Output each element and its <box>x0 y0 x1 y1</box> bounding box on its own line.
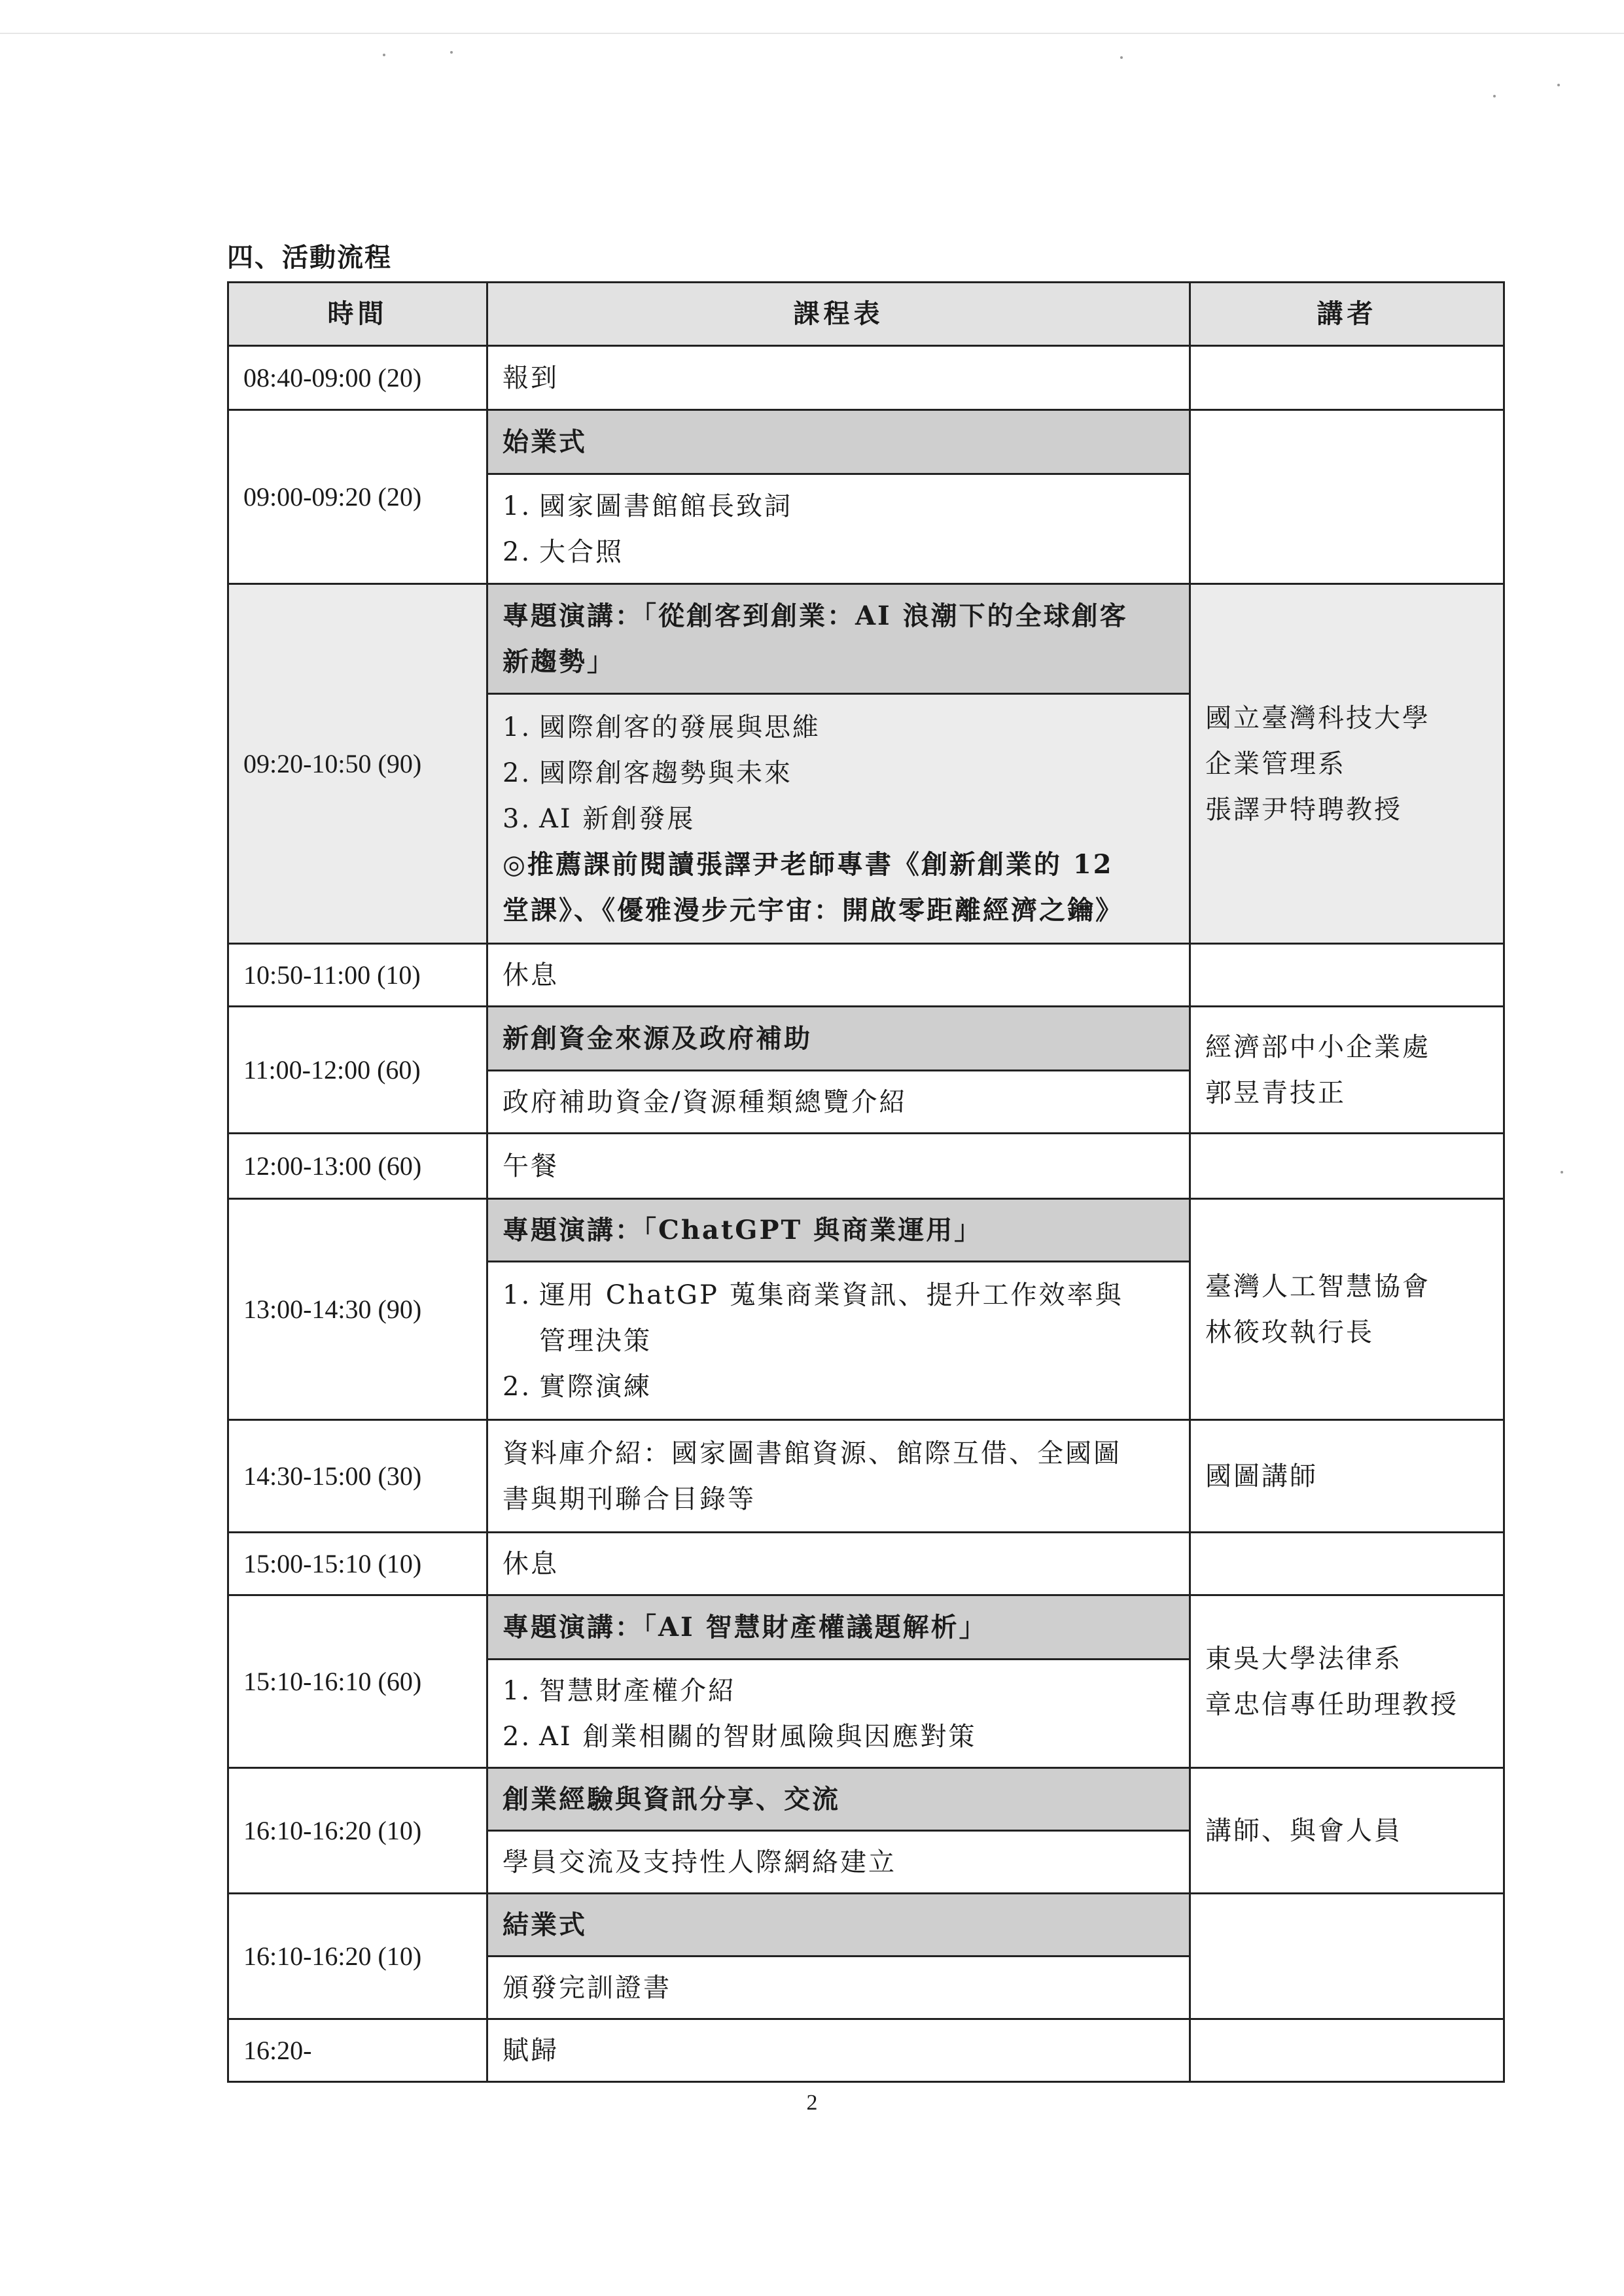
session-items <box>487 1660 1190 1768</box>
speaker-cell: 經濟部中小企業處 郭昱青技正 <box>1190 1007 1504 1134</box>
time-cell: 16:10-16:20 (10) <box>228 1768 487 1894</box>
time-cell: 14:30-15:00 (30) <box>228 1420 487 1533</box>
speaker-cell: 國立臺灣科技大學 企業管理系 張譯尹特聘教授 <box>1190 584 1504 944</box>
speaker-cell: 講師、與會人員 <box>1190 1768 1504 1894</box>
course-cell: 資料庫介紹：國家圖書館資源、館際互借、全國圖 書與期刊聯合目錄等 <box>487 1420 1190 1533</box>
table-row <box>228 410 1504 474</box>
scan-edge-line <box>0 33 1624 34</box>
table-row <box>228 1420 1504 1533</box>
time-cell: 15:10-16:10 (60) <box>228 1595 487 1768</box>
table-row <box>228 1199 1504 1262</box>
list-item: 1. 智慧財產權介紹 <box>503 1675 736 1706</box>
section-title: 四、活動流程 <box>227 242 392 273</box>
list-item: 3. AI 新創發展 <box>503 803 696 834</box>
speaker-cell <box>1190 346 1504 410</box>
list-item: 2. 實際演練 <box>503 1371 652 1402</box>
list-item: 1. 國際創客的發展與思維 <box>503 712 821 742</box>
time-cell: 16:20- <box>228 2019 487 2082</box>
table-row <box>228 584 1504 694</box>
table-row <box>228 1894 1504 1957</box>
list-item: 1. 國家圖書館館長致詞 <box>503 491 792 521</box>
table-row <box>228 1007 1504 1071</box>
time-cell: 12:00-13:00 (60) <box>228 1134 487 1199</box>
table-row <box>228 1768 1504 1831</box>
time-cell: 15:00-15:10 (10) <box>228 1533 487 1595</box>
list-item: 1. 運用 ChatGP 蒐集商業資訊、提升工作效率與 <box>503 1279 1123 1310</box>
course-cell: 賦歸 <box>487 2019 1190 2082</box>
list-item: 2. AI 創業相關的智財風險與因應對策 <box>503 1721 977 1752</box>
session-title: 始業式 <box>487 410 1190 474</box>
session-detail: 學員交流及支持性人際網絡建立 <box>487 1831 1190 1894</box>
speaker-cell: 國圖講師 <box>1190 1420 1504 1533</box>
table-row <box>228 2019 1504 2082</box>
session-items <box>487 474 1190 584</box>
scan-speck <box>1561 1171 1563 1174</box>
time-cell: 08:40-09:00 (20) <box>228 346 487 410</box>
course-cell: 報到 <box>487 346 1190 410</box>
list-item: 2. 大合照 <box>503 536 624 567</box>
time-cell: 11:00-12:00 (60) <box>228 1007 487 1134</box>
session-title: 專題演講：「AI 智慧財產權議題解析」 <box>487 1595 1190 1660</box>
scan-speck <box>1120 56 1123 59</box>
speaker-cell: 臺灣人工智慧協會 林筱玫執行長 <box>1190 1199 1504 1420</box>
table-row <box>228 346 1504 410</box>
header-speaker: 講者 <box>1190 283 1504 346</box>
header-row <box>228 283 1504 346</box>
header-time: 時間 <box>228 283 487 346</box>
scan-speck <box>450 51 453 54</box>
table-row <box>228 944 1504 1007</box>
session-title: 結業式 <box>487 1894 1190 1957</box>
list-item: 2. 國際創客趨勢與未來 <box>503 757 792 788</box>
speaker-cell <box>1190 410 1504 584</box>
course-cell: 休息 <box>487 1533 1190 1595</box>
table-row <box>228 1595 1504 1660</box>
page-number: 2 <box>806 2091 818 2115</box>
time-cell: 13:00-14:30 (90) <box>228 1199 487 1420</box>
speaker-cell <box>1190 944 1504 1007</box>
session-detail: 政府補助資金/資源種類總覽介紹 <box>487 1071 1190 1134</box>
session-title: 專題演講：「從創客到創業：AI 浪潮下的全球創客 新趨勢」 <box>487 584 1190 694</box>
time-cell: 09:00-09:20 (20) <box>228 410 487 584</box>
session-title: 創業經驗與資訊分享、交流 <box>487 1768 1190 1831</box>
speaker-cell <box>1190 1894 1504 2019</box>
time-cell: 10:50-11:00 (10) <box>228 944 487 1007</box>
session-title: 新創資金來源及政府補助 <box>487 1007 1190 1071</box>
schedule-table <box>227 281 1505 2083</box>
course-cell: 休息 <box>487 944 1190 1007</box>
course-cell: 午餐 <box>487 1134 1190 1199</box>
scan-speck <box>383 54 385 56</box>
session-detail: 頒發完訓證書 <box>487 1957 1190 2019</box>
time-cell: 09:20-10:50 (90) <box>228 584 487 944</box>
reading-note: 堂課》、《優雅漫步元宇宙：開啟零距離經濟之鑰》 <box>503 894 1123 926</box>
time-cell: 16:10-16:20 (10) <box>228 1894 487 2019</box>
speaker-cell <box>1190 1134 1504 1199</box>
session-title: 專題演講：「ChatGPT 與商業運用」 <box>487 1199 1190 1262</box>
table-row <box>228 1533 1504 1595</box>
session-items: 1. 運用 ChatGP 蒐集商業資訊、提升工作效率與 管理決策 2. 實際演練 <box>487 1262 1190 1420</box>
header-course: 課程表 <box>487 283 1190 346</box>
reading-note: ◎推薦課前閱讀張譯尹老師專書《創新創業的 12 <box>503 848 1114 880</box>
scan-speck <box>1557 84 1560 86</box>
session-items <box>487 694 1190 944</box>
scan-speck <box>1493 95 1496 97</box>
table-row <box>228 1134 1504 1199</box>
speaker-cell <box>1190 2019 1504 2082</box>
speaker-cell <box>1190 1533 1504 1595</box>
speaker-cell: 東吳大學法律系 章忠信專任助理教授 <box>1190 1595 1504 1768</box>
